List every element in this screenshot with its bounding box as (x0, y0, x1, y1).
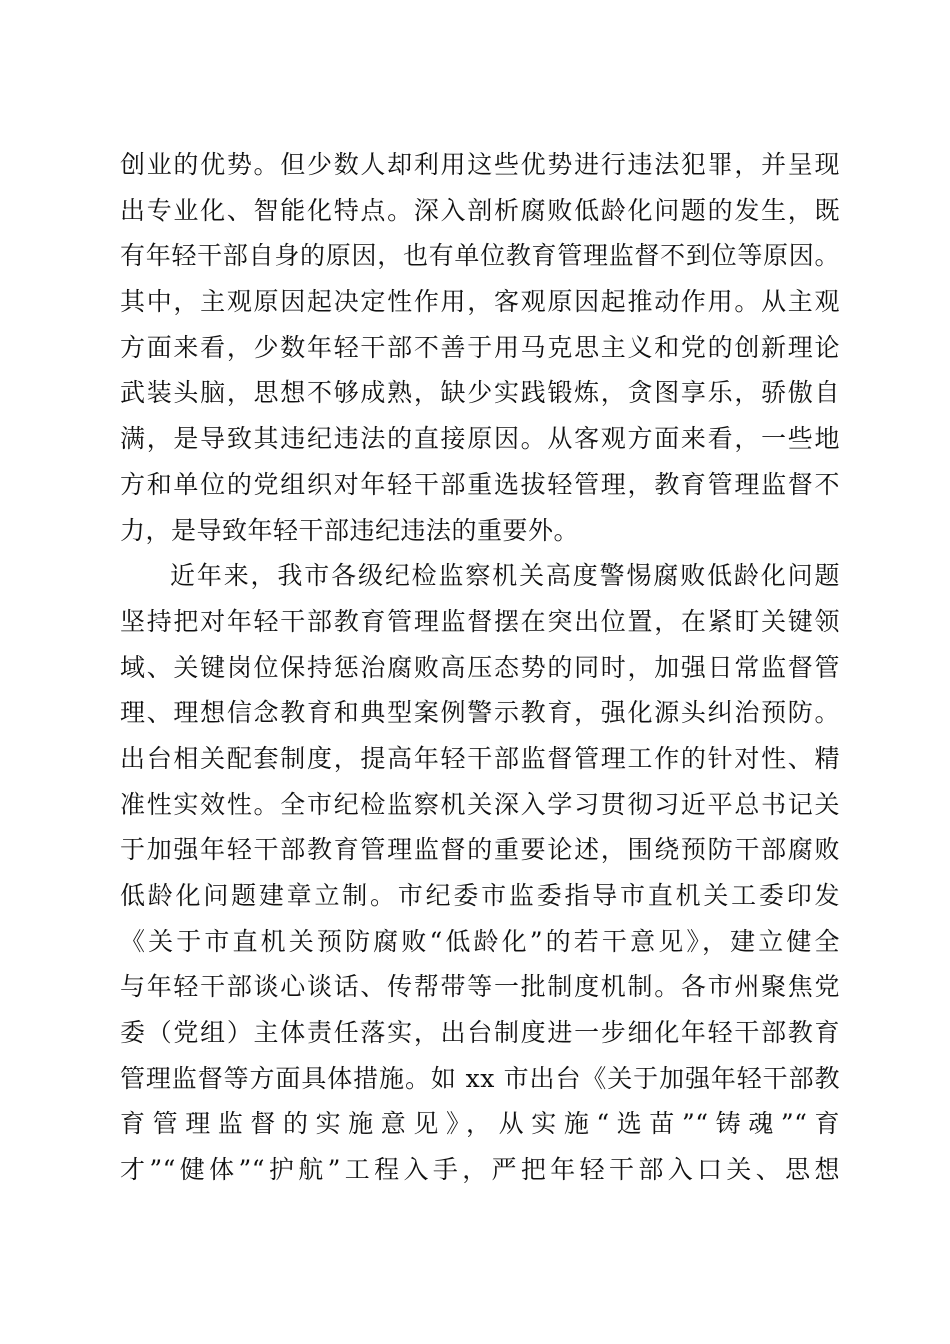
text-line: 坚持把对年轻干部教育管理监督摆在突出位置，在紧盯关键领 (120, 606, 840, 636)
text-line: 《关于市直机关预防腐败“低龄化”的若干意见》，建立健全 (120, 926, 840, 956)
text-line: 其中，主观原因起决定性作用，客观原因起推动作用。从主观 (120, 287, 840, 317)
text-line: 近年来，我市各级纪检监察机关高度警惕腐败低龄化问题 (170, 561, 840, 591)
text-line: 低龄化问题建章立制。市纪委市监委指导市直机关工委印发 (120, 881, 840, 910)
text-line: 准性实效性。全市纪检监察机关深入学习贯彻习近平总书记关 (120, 789, 840, 819)
text-line: 满，是导致其违纪违法的直接原因。从客观方面来看，一些地 (120, 424, 840, 454)
text-line: 于加强年轻干部教育管理监督的重要论述，围绕预防干部腐败 (120, 835, 840, 865)
text-line: 与年轻干部谈心谈话、传帮带等一批制度机制。各市州聚焦党 (120, 972, 840, 1002)
text-line: 武装头脑，思想不够成熟，缺少实践锻炼，贪图享乐，骄傲自 (120, 378, 840, 408)
text-line: 出台相关配套制度，提高年轻干部监督管理工作的针对性、精 (120, 743, 840, 773)
text-line: 域、关键岗位保持惩治腐败高压态势的同时，加强日常监督管 (120, 652, 840, 682)
text-line: 管理监督等方面具体措施。如 xx 市出台《关于加强年轻干部教 (120, 1063, 840, 1093)
body-text (120, 142, 840, 1193)
text-line: 方面来看，少数年轻干部不善于用马克思主义和党的创新理论 (120, 332, 840, 362)
text-line: 委（党组）主体责任落实，出台制度进一步细化年轻干部教育 (120, 1018, 840, 1048)
text-line: 出专业化、智能化特点。深入剖析腐败低龄化问题的发生，既 (120, 195, 840, 225)
paragraph-2 (120, 553, 840, 1193)
text-line: 力，是导致年轻干部违纪违法的重要外。 (120, 515, 580, 545)
text-line: 育管理监督的实施意见》，从实施“选苗”“铸魂”“育 (120, 1109, 840, 1139)
paragraph-1 (120, 142, 840, 553)
text-line: 才”“健体”“护航”工程入手，严把年轻干部入口关、思想 (120, 1155, 840, 1185)
text-line: 有年轻干部自身的原因，也有单位教育管理监督不到位等原因。 (120, 241, 840, 271)
text-line: 创业的优势。但少数人却利用这些优势进行违法犯罪，并呈现 (120, 150, 840, 179)
text-line: 方和单位的党组织对年轻干部重选拔轻管理，教育管理监督不 (120, 469, 840, 499)
text-line: 理、理想信念教育和典型案例警示教育，强化源头纠治预防。 (120, 698, 840, 728)
